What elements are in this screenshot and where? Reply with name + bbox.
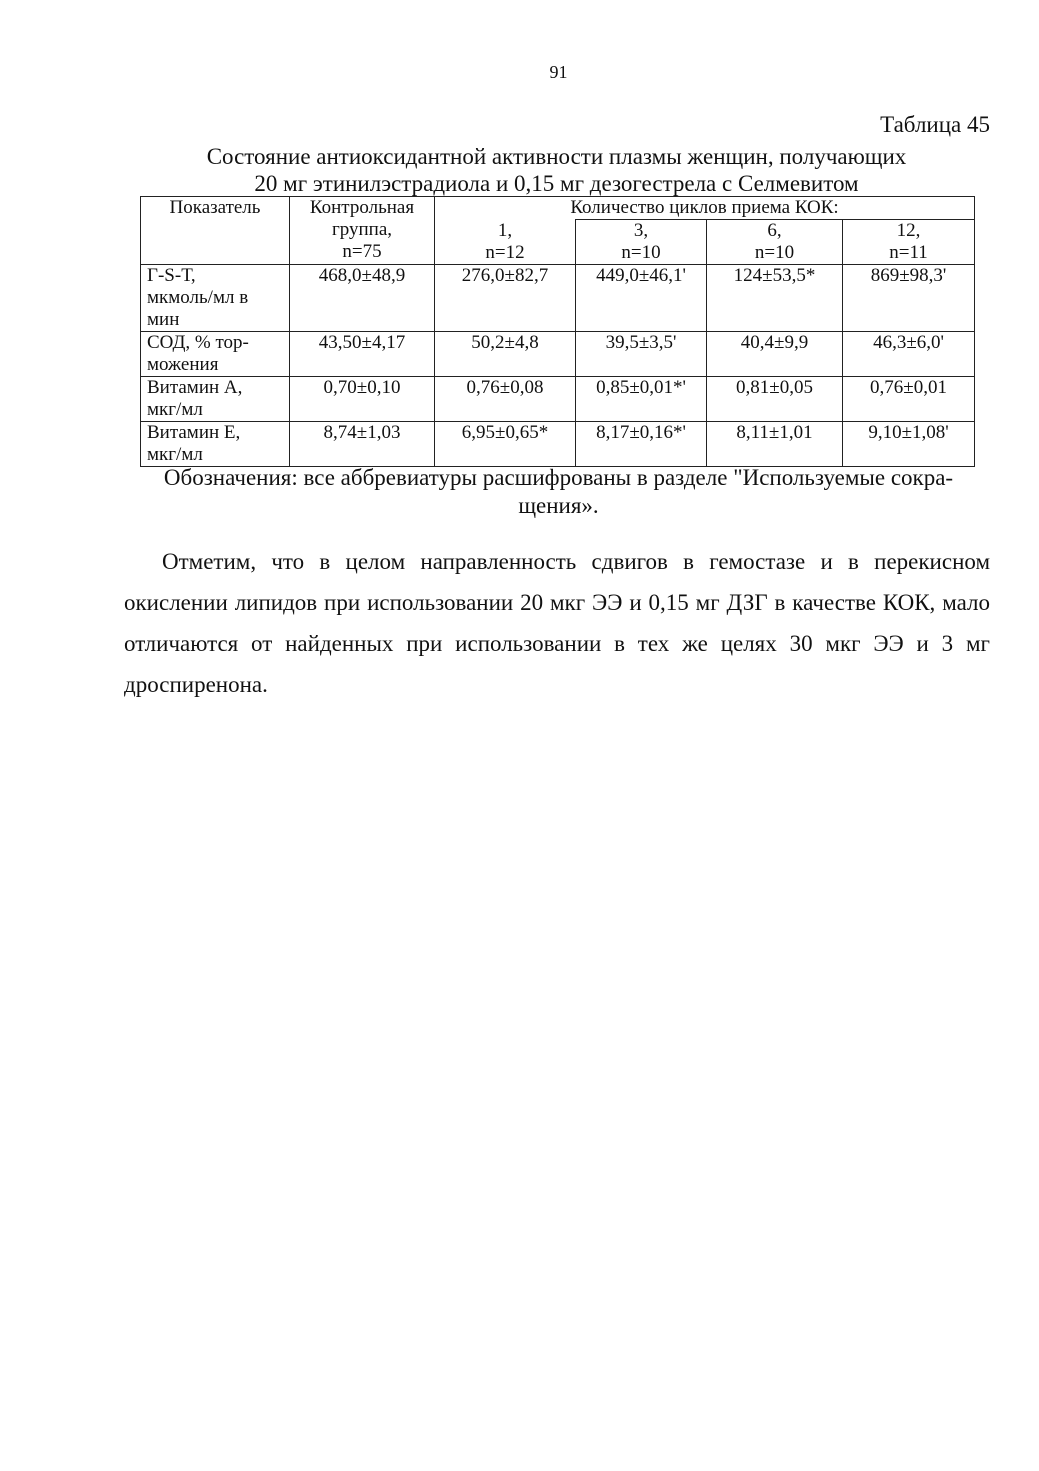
table-cell: 40,4±9,9 xyxy=(707,332,843,377)
table-cell: 39,5±3,5' xyxy=(576,332,707,377)
table-cell: 276,0±82,7 xyxy=(435,265,576,332)
header-cycle-12 xyxy=(843,220,975,265)
table-row xyxy=(141,332,975,377)
table-cell: 6,95±0,65* xyxy=(435,422,576,467)
row-label-line: мкг/мл xyxy=(147,444,203,465)
table-row xyxy=(141,265,975,332)
table-cell: 8,74±1,03 xyxy=(290,422,435,467)
header-control-line-3: n=75 xyxy=(342,241,382,262)
header-cycle-3-number: 3, xyxy=(633,220,649,241)
row-label-gst xyxy=(141,265,290,332)
header-cycle-12-number: 12, xyxy=(896,220,921,241)
header-cycle-1-n: n=12 xyxy=(485,242,525,263)
table-caption xyxy=(140,143,973,197)
header-cycles-title xyxy=(435,197,975,220)
header-row-1 xyxy=(141,197,975,220)
row-label-line: Витамин А, xyxy=(147,377,243,398)
table-cell: 50,2±4,8 xyxy=(435,332,576,377)
header-cycle-12-n: n=11 xyxy=(889,242,928,263)
row-label-line: Г-S-Т, xyxy=(147,265,196,286)
table-cell: 0,85±0,01*' xyxy=(576,377,707,422)
header-cycle-1 xyxy=(435,220,576,265)
table-cell: 0,76±0,01 xyxy=(843,377,975,422)
row-label-line: мкмоль/мл в xyxy=(147,287,249,308)
table-cell: 8,11±1,01 xyxy=(707,422,843,467)
table-cell: 0,81±0,05 xyxy=(707,377,843,422)
row-label-sod xyxy=(141,332,290,377)
header-cycle-3-n: n=10 xyxy=(621,242,661,263)
page-number: 91 xyxy=(549,62,568,82)
table-cell: 0,70±0,10 xyxy=(290,377,435,422)
table-row xyxy=(141,422,975,467)
table-cell: 43,50±4,17 xyxy=(290,332,435,377)
header-cycle-6 xyxy=(707,220,843,265)
body-paragraph: Отметим, что в целом направленность сдвигов в гемостазе и в перекисном окислении липидов при использовании 20 мкг ЭЭ и 0,15 мг ДЗГ в качестве КОК, мало отличаются от найденных при использовании в тех же целях 30 мкг ЭЭ и 3 мг дроспиренона. xyxy=(124,549,990,697)
row-label-line: мкг/мл xyxy=(147,399,203,420)
table-row xyxy=(141,377,975,422)
data-table xyxy=(140,196,975,467)
header-control-line-1: Контрольная xyxy=(309,197,415,218)
table-cell: 869±98,3' xyxy=(843,265,975,332)
table-cell: 449,0±46,1' xyxy=(576,265,707,332)
table-cell: 46,3±6,0' xyxy=(843,332,975,377)
row-label-line: можения xyxy=(147,354,219,375)
header-cycle-6-number: 6, xyxy=(767,220,782,241)
table-cell: 8,17±0,16*' xyxy=(576,422,707,467)
row-label-vitamin-a xyxy=(141,377,290,422)
header-cycle-6-n: n=10 xyxy=(754,242,795,263)
caption-line-1: Состояние антиоксидантной активности плазмы женщин, получающих xyxy=(206,144,907,169)
caption-line-2: 20 мг этинилэстрадиола и 0,15 мг дезогестрела с Селмевитом xyxy=(254,171,859,196)
header-control xyxy=(290,197,435,265)
header-cycles-title-label: Количество циклов приема КОК: xyxy=(570,197,839,218)
header-control-line-2: группа, xyxy=(331,219,393,240)
table-notes xyxy=(130,464,987,520)
row-label-vitamin-e xyxy=(141,422,290,467)
notes-line-1: Обозначения: все аббревиатуры расшифрованы в разделе "Используемые сокра- xyxy=(163,465,954,490)
table-cell: 124±53,5* xyxy=(707,265,843,332)
header-indicator-label: Показатель xyxy=(169,197,261,218)
row-label-line: СОД, % тор- xyxy=(147,332,249,353)
table-cell: 0,76±0,08 xyxy=(435,377,576,422)
header-cycle-1-number: 1, xyxy=(497,220,513,241)
row-label-line: Витамин Е, xyxy=(147,422,241,443)
row-label-line: мин xyxy=(147,309,180,330)
table-label: Таблица 45 xyxy=(880,112,990,137)
table-cell: 468,0±48,9 xyxy=(290,265,435,332)
header-cycle-3 xyxy=(576,220,707,265)
table-cell: 9,10±1,08' xyxy=(843,422,975,467)
notes-line-2: щения». xyxy=(518,493,599,518)
header-indicator xyxy=(141,197,290,265)
